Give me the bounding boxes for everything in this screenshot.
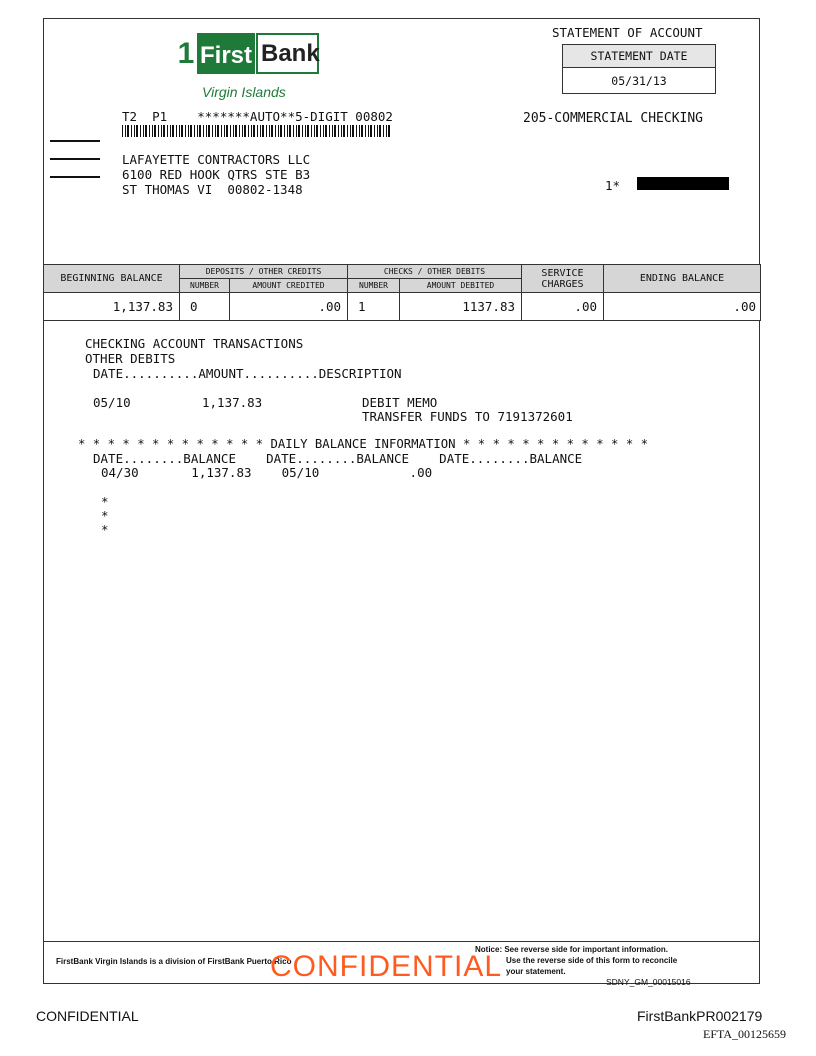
transaction-amount: 1,137.83 bbox=[202, 395, 263, 410]
notice-line-2: Use the reverse side of this form to reconcile bbox=[506, 956, 678, 965]
division-note: FirstBank Virgin Islands is a division of FirstBank Puerto Rico bbox=[56, 957, 292, 966]
footer-divider bbox=[43, 941, 760, 942]
firstbank-logo bbox=[175, 33, 319, 74]
ending-balance-value: .00 bbox=[604, 293, 761, 321]
transaction-desc-2: TRANSFER FUNDS TO 7191372601 bbox=[362, 409, 573, 424]
checks-header: CHECKS / OTHER DEBITS bbox=[348, 265, 522, 279]
amount-debited-header: AMOUNT DEBITED bbox=[400, 279, 522, 293]
account-type: 205-COMMERCIAL CHECKING bbox=[523, 111, 704, 126]
bates-number: FirstBankPR002179 bbox=[637, 1008, 763, 1024]
filler-star-2: * bbox=[101, 508, 109, 523]
service-charges-header: SERVICE CHARGES bbox=[522, 265, 604, 293]
amount-debited-value: 1137.83 bbox=[400, 293, 522, 321]
transactions-subheading: OTHER DEBITS bbox=[85, 351, 176, 366]
routing-line: T2 P1 *******AUTO**5-DIGIT 00802 bbox=[122, 109, 393, 124]
bank-region: Virgin Islands bbox=[202, 84, 286, 100]
balance-summary-table bbox=[43, 264, 761, 321]
confidential-stamp: CONFIDENTIAL bbox=[270, 950, 503, 983]
daily-balance-row: 04/30 1,137.83 05/10 .00 bbox=[101, 465, 433, 480]
service-charges-value: .00 bbox=[522, 293, 604, 321]
daily-balance-heading: * * * * * * * * * * * * * DAILY BALANCE INFORMATION * * * * * * * * * * * * * bbox=[78, 437, 649, 451]
notice-line-1: Notice: See reverse side for important information. bbox=[475, 945, 668, 954]
deposits-number-value: 0 bbox=[180, 293, 230, 321]
mail-mark-1 bbox=[50, 140, 100, 142]
customer-address-2: ST THOMAS VI 00802-1348 bbox=[122, 182, 303, 197]
efta-number: EFTA_00125659 bbox=[703, 1027, 787, 1041]
page-code: 1* bbox=[605, 178, 621, 193]
beginning-balance-header: BEGINNING BALANCE bbox=[44, 265, 180, 293]
deposits-number-header: NUMBER bbox=[180, 279, 230, 293]
redaction-bar bbox=[637, 177, 729, 190]
filler-star-3: * bbox=[101, 522, 109, 537]
statement-title: STATEMENT OF ACCOUNT bbox=[552, 25, 703, 40]
sdny-doc-id: SDNY_GM_00015016 bbox=[606, 977, 691, 987]
deposits-header: DEPOSITS / OTHER CREDITS bbox=[180, 265, 348, 279]
customer-address-1: 6100 RED HOOK QTRS STE B3 bbox=[122, 167, 311, 182]
beginning-balance-value: 1,137.83 bbox=[44, 293, 180, 321]
logo-bank: Bank bbox=[256, 33, 319, 74]
transactions-heading: CHECKING ACCOUNT TRANSACTIONS bbox=[85, 336, 304, 351]
checks-number-value: 1 bbox=[348, 293, 400, 321]
logo-green-block bbox=[175, 33, 255, 74]
checks-number-header: NUMBER bbox=[348, 279, 400, 293]
logo-first: First bbox=[200, 42, 253, 69]
notice-line-3: your statement. bbox=[506, 967, 566, 976]
amount-credited-header: AMOUNT CREDITED bbox=[230, 279, 348, 293]
statement-date-label: STATEMENT DATE bbox=[563, 45, 715, 68]
ending-balance-header: ENDING BALANCE bbox=[604, 265, 761, 293]
confidential-label: CONFIDENTIAL bbox=[36, 1008, 139, 1024]
filler-star-1: * bbox=[101, 494, 109, 509]
transaction-date: 05/10 bbox=[93, 395, 131, 410]
transaction-desc-1: DEBIT MEMO bbox=[362, 395, 438, 410]
statement-date-box bbox=[562, 44, 716, 94]
logo-one: 1 bbox=[175, 33, 197, 74]
statement-date-value: 05/31/13 bbox=[611, 74, 667, 88]
transactions-columns: DATE..........AMOUNT..........DESCRIPTION bbox=[93, 366, 402, 381]
mail-mark-3 bbox=[50, 176, 100, 178]
customer-name: LAFAYETTE CONTRACTORS LLC bbox=[122, 152, 311, 167]
daily-balance-columns: DATE........BALANCE DATE........BALANCE DATE........BALANCE bbox=[93, 451, 583, 466]
postal-barcode bbox=[122, 125, 392, 137]
amount-credited-value: .00 bbox=[230, 293, 348, 321]
mail-mark-2 bbox=[50, 158, 100, 160]
